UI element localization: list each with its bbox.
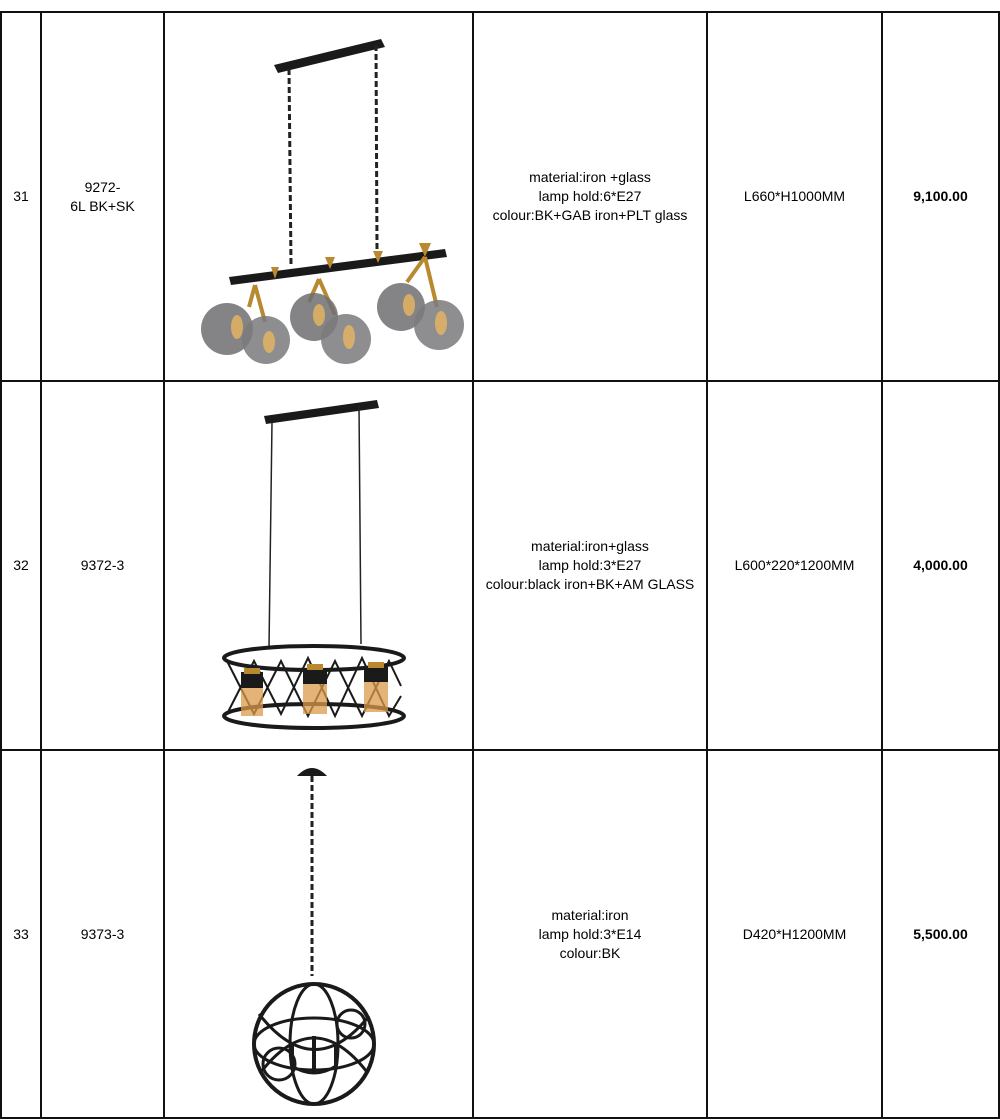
product-size: L600*220*1200MM — [734, 557, 855, 573]
product-image-linear-cage-pendant — [165, 382, 472, 749]
product-description: material:iron +glass lamp hold:6*E27 colour:BK+GAB iron+PLT glass — [492, 169, 688, 223]
item-number: 32 — [13, 557, 29, 573]
product-description: material:iron lamp hold:3*E14 colour:BK — [538, 906, 642, 961]
product-price: 9,100.00 — [913, 188, 968, 204]
model-number: 9272- 6L BK+SK — [70, 178, 135, 214]
item-number: 33 — [13, 925, 29, 942]
product-image-linear-globe-pendant — [165, 13, 472, 380]
model-number: 9372-3 — [80, 557, 125, 573]
product-price: 4,000.00 — [913, 557, 968, 573]
product-image-orb-wire-pendant — [165, 751, 472, 1117]
item-number: 31 — [13, 188, 29, 204]
product-price: 5,500.00 — [913, 925, 968, 942]
table-border-bottom — [0, 1117, 1000, 1119]
product-size: D420*H1200MM — [742, 925, 847, 942]
model-number: 9373-3 — [80, 925, 125, 942]
product-description: material:iron+glass lamp hold:3*E27 colour:black iron+BK+AM GLASS — [485, 538, 695, 592]
product-size: L660*H1000MM — [743, 188, 846, 204]
